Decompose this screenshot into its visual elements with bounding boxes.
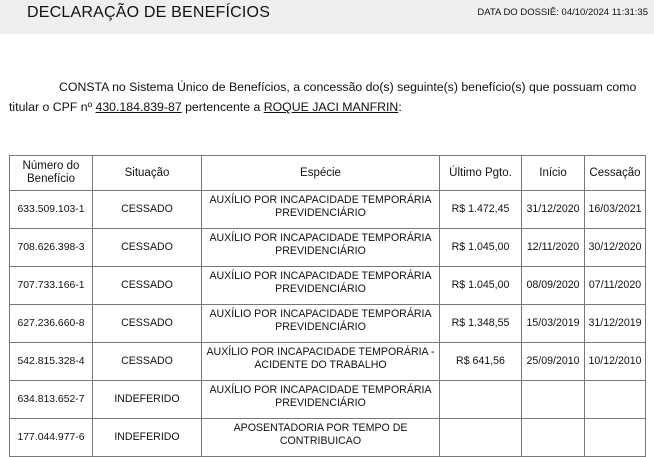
benefits-table	[9, 155, 646, 457]
cell-situacao: CESSADO	[93, 191, 202, 229]
statement-text-2: pertencente a	[181, 100, 264, 114]
cell-numero: 542.815.328-4	[10, 343, 93, 381]
table-row	[10, 229, 646, 267]
cell-situacao: CESSADO	[93, 343, 202, 381]
cell-cessacao	[585, 381, 646, 419]
table-header-row	[10, 156, 646, 191]
cell-especie: AUXÍLIO POR INCAPACIDADE TEMPORÁRIA PREVIDENCIÁRIO	[202, 191, 440, 229]
cell-situacao: INDEFERIDO	[93, 381, 202, 419]
holder-name: ROQUE JACI MANFRIN	[263, 100, 399, 114]
cell-numero: 177.044.977-6	[10, 419, 93, 457]
cell-cessacao: 10/12/2010	[585, 343, 646, 381]
table-row	[10, 343, 646, 381]
dossie-date-value: 04/10/2024 11:31:35	[561, 7, 648, 18]
cell-especie: AUXÍLIO POR INCAPACIDADE TEMPORÁRIA PREVIDENCIÁRIO	[202, 305, 440, 343]
header-cessacao: Cessação	[585, 156, 646, 191]
header-ultimo-pgto: Último Pgto.	[440, 156, 522, 191]
table-row	[10, 419, 646, 457]
cell-numero: 627.236.660-8	[10, 305, 93, 343]
document-title: DECLARAÇÃO DE BENEFÍCIOS	[27, 4, 271, 21]
statement-text-3: :	[398, 100, 402, 114]
cell-inicio: 31/12/2020	[522, 191, 585, 229]
header-situacao: Situação	[93, 156, 202, 191]
dossie-date	[477, 7, 648, 18]
cell-numero: 708.626.398-3	[10, 229, 93, 267]
cell-cessacao: 07/11/2020	[585, 267, 646, 305]
header-inicio: Início	[522, 156, 585, 191]
statement-text-1: CONSTA no Sistema Único de Benefícios, a concessão do(s) seguinte(s) benefício(s) que possuam como titular o CPF nº	[9, 80, 637, 114]
table-row	[10, 381, 646, 419]
table-row	[10, 305, 646, 343]
cell-inicio: 12/11/2020	[522, 229, 585, 267]
table-row	[10, 267, 646, 305]
cell-numero: 633.509.103-1	[10, 191, 93, 229]
cell-situacao: CESSADO	[93, 229, 202, 267]
cell-ultimo-pgto: R$ 1.045,00	[440, 229, 522, 267]
cell-ultimo-pgto	[440, 381, 522, 419]
cell-especie: AUXÍLIO POR INCAPACIDADE TEMPORÁRIA PREVIDENCIÁRIO	[202, 381, 440, 419]
cell-inicio	[522, 381, 585, 419]
cell-numero: 707.733.166-1	[10, 267, 93, 305]
cell-cessacao: 31/12/2019	[585, 305, 646, 343]
table-row	[10, 191, 646, 229]
cell-inicio: 25/09/2010	[522, 343, 585, 381]
header-numero: Número do Benefício	[10, 156, 93, 191]
cell-cessacao	[585, 419, 646, 457]
cell-ultimo-pgto	[440, 419, 522, 457]
cell-ultimo-pgto: R$ 1.045,00	[440, 267, 522, 305]
document-header	[0, 0, 654, 34]
cell-situacao: INDEFERIDO	[93, 419, 202, 457]
cell-especie: AUXÍLIO POR INCAPACIDADE TEMPORÁRIA PREVIDENCIÁRIO	[202, 267, 440, 305]
cell-numero: 634.813.652-7	[10, 381, 93, 419]
cell-inicio: 15/03/2019	[522, 305, 585, 343]
header-especie: Espécie	[202, 156, 440, 191]
cell-cessacao: 16/03/2021	[585, 191, 646, 229]
cell-ultimo-pgto: R$ 1.472,45	[440, 191, 522, 229]
cell-situacao: CESSADO	[93, 267, 202, 305]
cell-situacao: CESSADO	[93, 305, 202, 343]
cpf-value: 430.184.839-87	[95, 100, 182, 114]
cell-cessacao: 30/12/2020	[585, 229, 646, 267]
cell-ultimo-pgto: R$ 1.348,55	[440, 305, 522, 343]
cell-ultimo-pgto: R$ 641,56	[440, 343, 522, 381]
cell-especie: AUXÍLIO POR INCAPACIDADE TEMPORÁRIA PREVIDENCIÁRIO	[202, 229, 440, 267]
statement-paragraph	[9, 77, 645, 117]
dossie-date-label: DATA DO DOSSIÊ:	[477, 7, 559, 18]
cell-especie: APOSENTADORIA POR TEMPO DE CONTRIBUICAO	[202, 419, 440, 457]
cell-inicio: 08/09/2020	[522, 267, 585, 305]
cell-especie: AUXÍLIO POR INCAPACIDADE TEMPORÁRIA - ACIDENTE DO TRABALHO	[202, 343, 440, 381]
cell-inicio	[522, 419, 585, 457]
